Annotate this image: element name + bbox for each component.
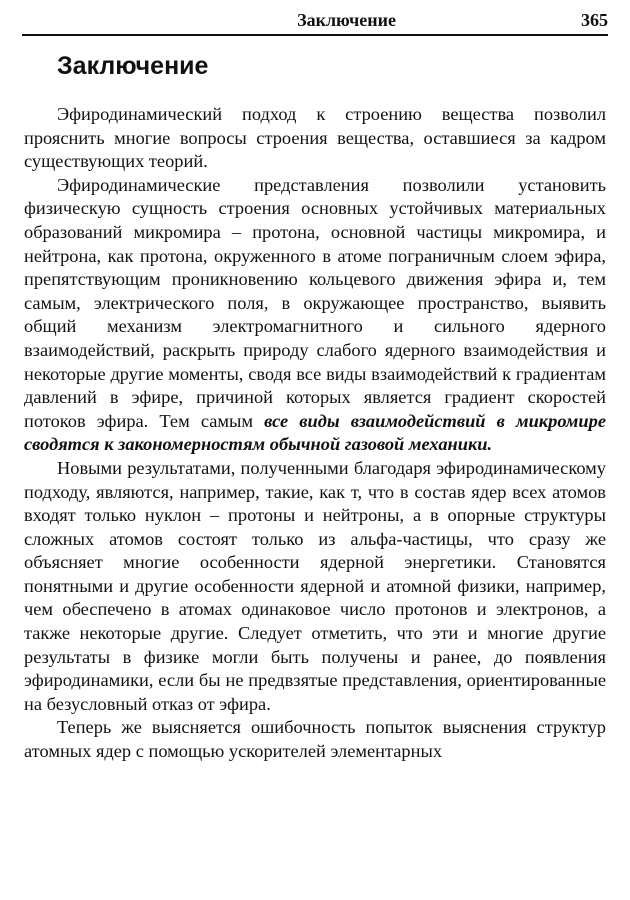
body-text bbox=[24, 103, 606, 764]
paragraph-3: Новыми результатами, полученными благодаря эфиродинамическому подходу, являются, например, такие, как т, что в состав ядер всех атомов входят только нуклон – протоны и нейтроны, а в опорные структуры сложных атомов состоят только из альфа-частицы, что сразу же объясняет многие особенности ядерной энергетики. Становятся понятными и другие особенности ядерной и атомной физики, например, чем обеспечено в атомах одинаковое число протонов и электронов, а также некоторые другие. Следует отметить, что эти и многие другие результаты в физике могли быть получены и ранее, до появления эфиродинамики, если бы не предвзятые представления, ориентированные на безусловный отказ от эфира. bbox=[24, 457, 606, 714]
paragraph-4: Теперь же выясняется ошибочность попыток выяснения структур атомных ядер с помощью ускорителей элементарных bbox=[24, 717, 606, 762]
paragraph-2-emphasis: все виды взаимодействий в микромире сводятся к закономерностям обычной газовой механики. bbox=[24, 410, 606, 455]
paragraph-2 bbox=[24, 174, 606, 457]
page-number: 365 bbox=[581, 10, 608, 30]
paragraph-2-text: Эфиродинамические представления позволили установить физическую сущность строения основных устойчивых материальных образований микромира – протона, основной частицы микромира, и нейтрона, как протона, окруженного в атоме пограничным слоем эфира, препятствующим проникновению кольцевого движения эфира и, тем самым, электрического поля, в окружающее пространство, выявить общий механизм электромагнитного и сильного ядерного взаимодействий, раскрыть природу слабого ядерного взаимодействия и некоторые другие моменты, сводя все виды взаимодействий к градиентам давлений в эфире, причиной которых является градиент скоростей потоков эфира. Тем самым bbox=[24, 174, 606, 431]
paragraph-1: Эфиродинамический подход к строению вещества позволил прояснить многие вопросы строения вещества, оставшиеся за кадром существующих теорий. bbox=[24, 104, 606, 172]
running-title: Заключение bbox=[297, 10, 396, 30]
running-header bbox=[22, 8, 608, 36]
chapter-title: Заключение bbox=[57, 52, 209, 80]
